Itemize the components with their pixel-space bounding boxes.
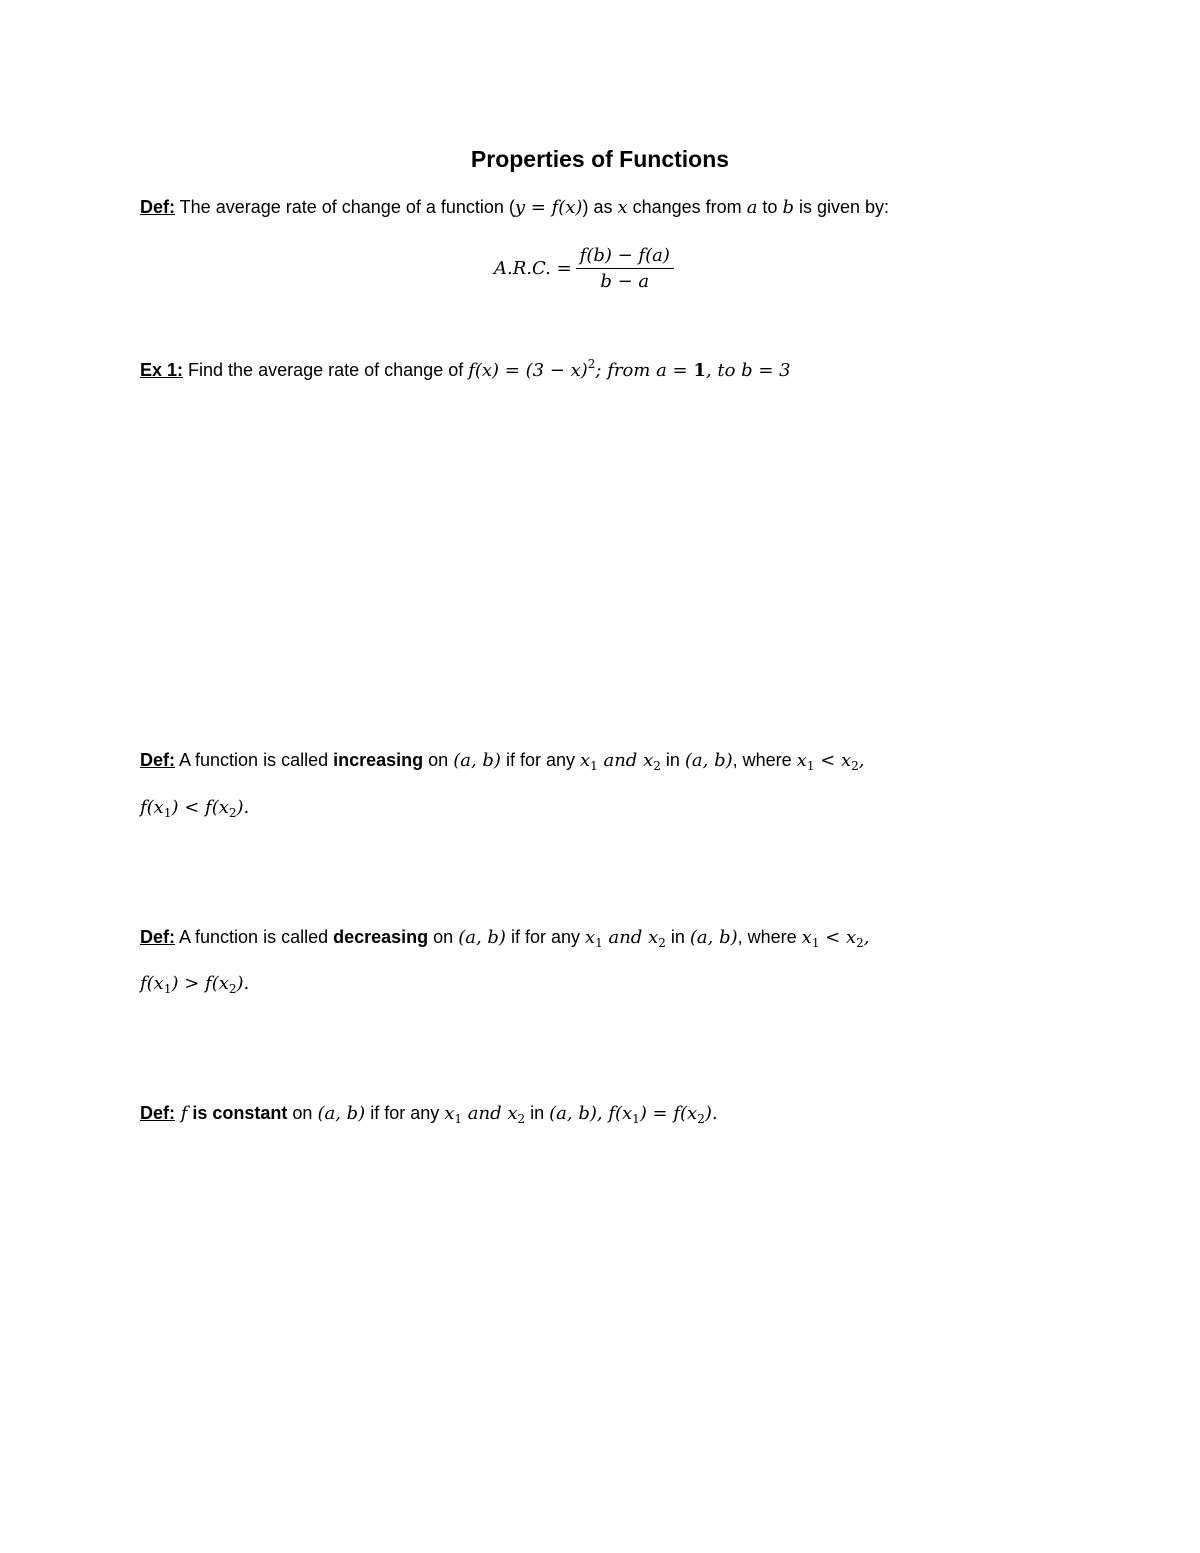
math-x1: x xyxy=(584,927,596,948)
math-close: ). xyxy=(704,1103,718,1124)
sub-2-b: 2 xyxy=(697,1112,705,1126)
sub-1: 1 xyxy=(163,982,172,996)
def-label: Def: xyxy=(140,197,175,217)
dec-text-2: on xyxy=(428,927,459,947)
arc-text-3: changes from xyxy=(627,197,747,217)
math-and: and xyxy=(602,927,649,948)
const-text-4: in xyxy=(525,1103,550,1123)
math-to-b: , to b = 3 xyxy=(705,360,791,381)
math-close: ). xyxy=(236,797,250,818)
sub-2: 2 xyxy=(653,759,661,773)
math-interval: (a, b) xyxy=(453,750,501,771)
math-interval-fx1: (a, b), f(x xyxy=(549,1103,633,1124)
math-a: a xyxy=(746,197,758,218)
math-x1: x xyxy=(444,1103,455,1124)
math-fx: f(x) xyxy=(551,197,583,218)
example-label: Ex 1: xyxy=(140,360,184,380)
def-label: Def: xyxy=(140,750,175,770)
arc-definition xyxy=(140,195,889,220)
math-and: and xyxy=(597,750,644,771)
math-function: f(x) = (3 − x) xyxy=(468,360,588,381)
arc-fraction xyxy=(576,245,674,292)
arc-text-1: The average rate of change of a function ( xyxy=(175,197,515,217)
math-comma: , xyxy=(858,750,865,771)
math-exponent: 2 xyxy=(587,357,596,371)
math-x1-b: x xyxy=(801,927,812,948)
decreasing-definition-line-1 xyxy=(140,925,870,955)
math-x1-b: x xyxy=(796,750,807,771)
arc-formula-lhs: A.R.C. = xyxy=(494,257,572,279)
arc-text-4: to xyxy=(757,197,783,217)
arc-numerator: f(b) − f(a) xyxy=(576,245,674,269)
dec-text-5: , where xyxy=(737,927,802,947)
math-interval-2: (a, b) xyxy=(689,927,738,948)
const-keyword: is constant xyxy=(187,1103,288,1123)
math-lt: < xyxy=(819,927,846,948)
math-equals: = xyxy=(525,197,552,218)
arc-text-2: ) as xyxy=(582,197,618,217)
math-fx1: f(x xyxy=(140,973,164,994)
math-x1: x xyxy=(579,750,591,771)
example-text: Find the average rate of change of xyxy=(183,360,469,380)
math-lt: < xyxy=(814,750,841,771)
math-comma: , xyxy=(863,927,870,948)
arc-denominator: b − a xyxy=(600,270,650,292)
dec-text-3: if for any xyxy=(505,927,585,947)
math-interval-2: (a, b) xyxy=(684,750,733,771)
math-b: b xyxy=(782,197,794,218)
math-x: x xyxy=(617,197,628,218)
dec-text-4: in xyxy=(665,927,690,947)
math-fx1: f(x xyxy=(140,797,164,818)
arc-formula xyxy=(494,238,674,298)
inc-text-2: on xyxy=(423,750,454,770)
math-x2-b: x xyxy=(840,750,852,771)
math-and: and xyxy=(462,1103,508,1124)
math-x2: x xyxy=(507,1103,518,1124)
math-one: 1 xyxy=(693,360,706,381)
dec-text-1: A function is called xyxy=(175,927,334,947)
math-eq-fx2: ) = f(x xyxy=(639,1103,698,1124)
sub-1: 1 xyxy=(454,1112,463,1126)
sub-2: 2 xyxy=(228,806,237,820)
const-text-3: if for any xyxy=(365,1103,445,1123)
math-from-a: ; from a = xyxy=(595,360,694,381)
sub-1: 1 xyxy=(163,806,172,820)
math-x2-b: x xyxy=(845,927,857,948)
decreasing-definition-line-2 xyxy=(140,971,249,1001)
example-1 xyxy=(140,352,791,383)
math-interval: (a, b) xyxy=(458,927,506,948)
inc-text-3: if for any xyxy=(500,750,580,770)
sub-2: 2 xyxy=(517,1112,526,1126)
math-interval: (a, b) xyxy=(317,1103,366,1124)
sub-2-b: 2 xyxy=(851,759,859,773)
inc-text-4: in xyxy=(660,750,685,770)
inc-text-1: A function is called xyxy=(175,750,334,770)
math-close: ). xyxy=(236,973,250,994)
increasing-definition-line-2 xyxy=(140,795,249,825)
sub-1-b: 1 xyxy=(811,936,820,950)
sub-1: 1 xyxy=(590,759,598,773)
sub-1-b: 1 xyxy=(806,759,815,773)
math-gt-fx2: ) > f(x xyxy=(171,973,229,994)
page-title: Properties of Functions xyxy=(470,146,730,172)
dec-keyword: decreasing xyxy=(333,927,429,947)
sub-1: 1 xyxy=(595,936,603,950)
sub-2: 2 xyxy=(228,982,237,996)
inc-keyword: increasing xyxy=(333,750,424,770)
math-y: y xyxy=(514,197,526,218)
math-f: f xyxy=(175,1103,188,1124)
arc-text-5: is given by: xyxy=(793,197,890,217)
sub-2: 2 xyxy=(658,936,666,950)
constant-definition xyxy=(140,1101,718,1131)
const-text-2: on xyxy=(287,1103,318,1123)
def-label: Def: xyxy=(140,1103,175,1123)
math-x2: x xyxy=(648,927,659,948)
sub-2-b: 2 xyxy=(856,936,864,950)
math-lt-fx2: ) < f(x xyxy=(171,797,229,818)
math-x2: x xyxy=(643,750,654,771)
sub-1-b: 1 xyxy=(632,1112,640,1126)
inc-text-5: , where xyxy=(732,750,797,770)
increasing-definition-line-1 xyxy=(140,748,865,778)
def-label: Def: xyxy=(140,927,175,947)
